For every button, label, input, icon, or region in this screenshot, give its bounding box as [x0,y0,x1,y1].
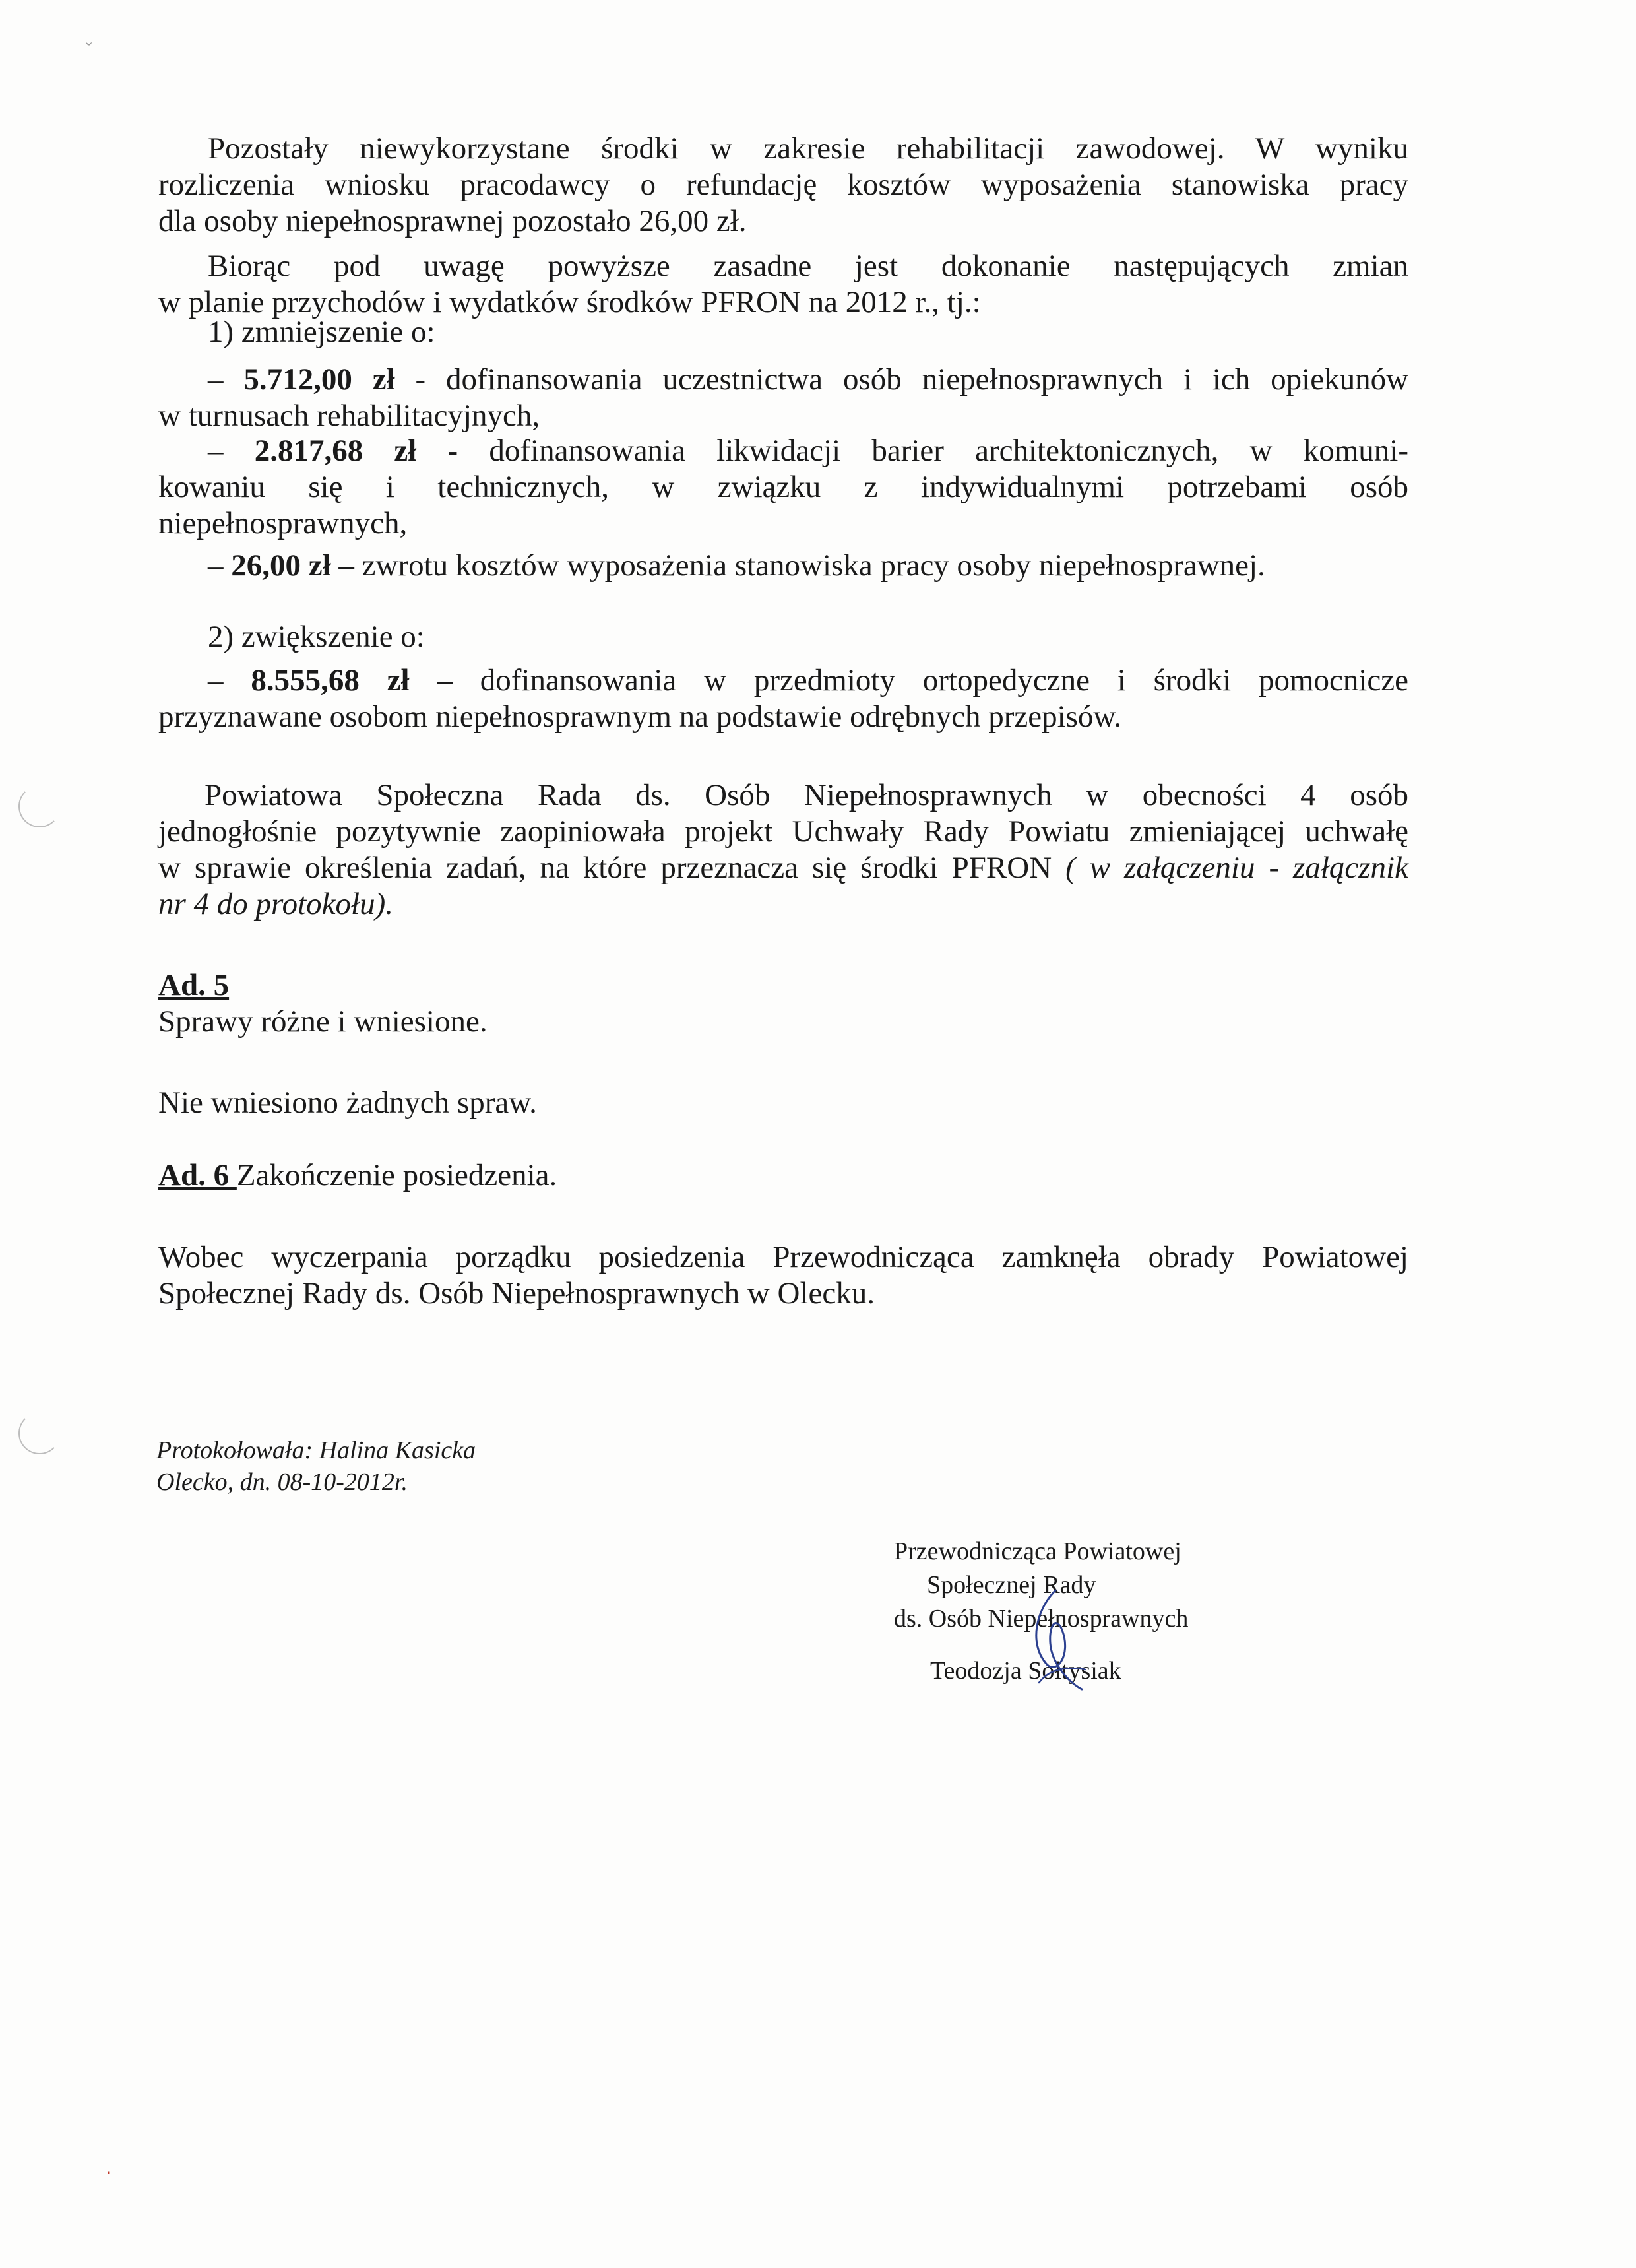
section-title: Zakończenie posiedzenia. [236,1158,557,1192]
amount: 8.555,68 zł [251,663,410,697]
separator: – [437,663,453,697]
section-heading-line [158,1157,1408,1194]
paragraph-remaining-funds [158,131,1408,240]
list-item-text: zwrotu kosztów wyposażenia stanowiska pracy osoby niepełnosprawnej. [362,548,1265,583]
protocol-footer [156,1435,476,1498]
paragraph-line: Społecznej Rady ds. Osób Niepełnosprawnych w Olecku. [158,1276,875,1311]
list-item-first-line [158,433,1408,469]
section-title: Sprawy różne i wniesione. [158,1004,488,1039]
paragraph-line: Biorąc pod uwagę powyższe zasadne jest dokonanie następujących zmian [208,249,1408,283]
list-item-first-line [158,362,1408,398]
scan-mark-bottom: ˌ [106,2155,112,2175]
list-dash: – [208,548,224,583]
paragraph-line [158,850,1408,886]
paragraph-line: Wobec wyczerpania porządku posiedzenia Przewodnicząca zamknęła obrady Powiatowej [158,1240,1408,1274]
paragraph-line: jednogłośnie pozytywnie zaopiniowała projekt Uchwały Rady Powiatu zmieniającej uchwałę [158,814,1408,849]
list-dash: – [208,434,224,468]
separator: – [338,548,354,583]
paragraph-closing [158,1239,1408,1312]
list-dash: – [208,663,224,697]
recorder-line: Protokołowała: Halina Kasicka [156,1437,476,1464]
separator: - [415,362,426,397]
date-place-line: Olecko, dn. 08-10-2012r. [156,1468,408,1496]
list-item-first-line [158,548,1408,584]
list-increase [158,619,1408,655]
paragraph-changes-intro [158,248,1408,321]
list-item-increase-1 [158,663,1408,735]
list-dash: – [208,362,224,397]
amount: 26,00 zł [231,548,331,583]
section-ad6 [158,1157,1408,1194]
paragraph-council-opinion [158,777,1408,923]
handwritten-signature [1009,1584,1102,1696]
punch-hole-lower [18,1412,61,1454]
list-item-last-line: przyznawane osobom niepełnosprawnym na podstawie odrębnych przepisów. [158,699,1122,734]
list-item-decrease-2 [158,433,1408,542]
list-item-last-line: niepełnosprawnych, [158,506,408,540]
paragraph-line: Powiatowa Społeczna Rada ds. Osób Niepełnosprawnych w obecności 4 osób [204,778,1408,812]
attachment-note-end: nr 4 do protokołu). [158,887,393,921]
list-decrease [158,314,1408,350]
list-item-text: dofinansowania likwidacji barier architektonicznych, w komuni- [489,434,1409,468]
separator: - [447,434,458,468]
paragraph-line: Nie wniesiono żadnych spraw. [158,1085,537,1120]
paragraph-line: rozliczenia wniosku pracodawcy o refundację kosztów wyposażenia stanowiska pracy [158,168,1408,202]
paragraph-line: w planie przychodów i wydatków środków PFRON na 2012 r., tj.: [158,285,981,319]
section-heading: Ad. 5 [158,968,230,1002]
punch-hole-upper [18,785,61,827]
list-item-first-line [158,663,1408,699]
section-heading: Ad. 6 [158,1158,237,1192]
list-item-text: dofinansowania uczestnictwa osób niepełnosprawnych i ich opiekunów [446,362,1409,397]
list-item-decrease-3 [158,548,1408,584]
list-heading: 1) zmniejszenie o: [208,315,435,349]
attachment-note: ( w załączeniu - załącznik [1065,851,1408,885]
paragraph-line: dla osoby niepełnosprawnej pozostało 26,00 zł. [158,204,747,238]
scan-mark-corner: ˇ [86,40,92,60]
paragraph-line: Pozostały niewykorzystane środki w zakresie rehabilitacji zawodowej. W wyniku [208,131,1408,166]
paragraph-text: w sprawie określenia zadań, na które przeznacza się środki PFRON [158,851,1066,885]
signature-title-line: Społecznej Rady [927,1571,1096,1599]
signatory-name: Teodozja Sołtysiak [930,1657,1121,1685]
section-ad5-text [158,1085,1408,1121]
list-item-last-line: w turnusach rehabilitacyjnych, [158,399,540,433]
list-item-decrease-1 [158,362,1408,434]
amount: 2.817,68 zł [254,434,417,468]
list-item-middle-line: kowaniu się i technicznych, w związku z indywidualnymi potrzebami osób [158,470,1408,504]
signature-title-line: ds. Osób Niepełnosprawnych [894,1605,1189,1633]
amount: 5.712,00 zł [243,362,395,397]
list-heading: 2) zwiększenie o: [208,620,425,654]
section-ad5 [158,967,1408,1040]
signature-title-line: Przewodnicząca Powiatowej [894,1538,1181,1565]
list-item-text: dofinansowania w przedmioty ortopedyczne i środki pomocnicze [480,663,1409,697]
